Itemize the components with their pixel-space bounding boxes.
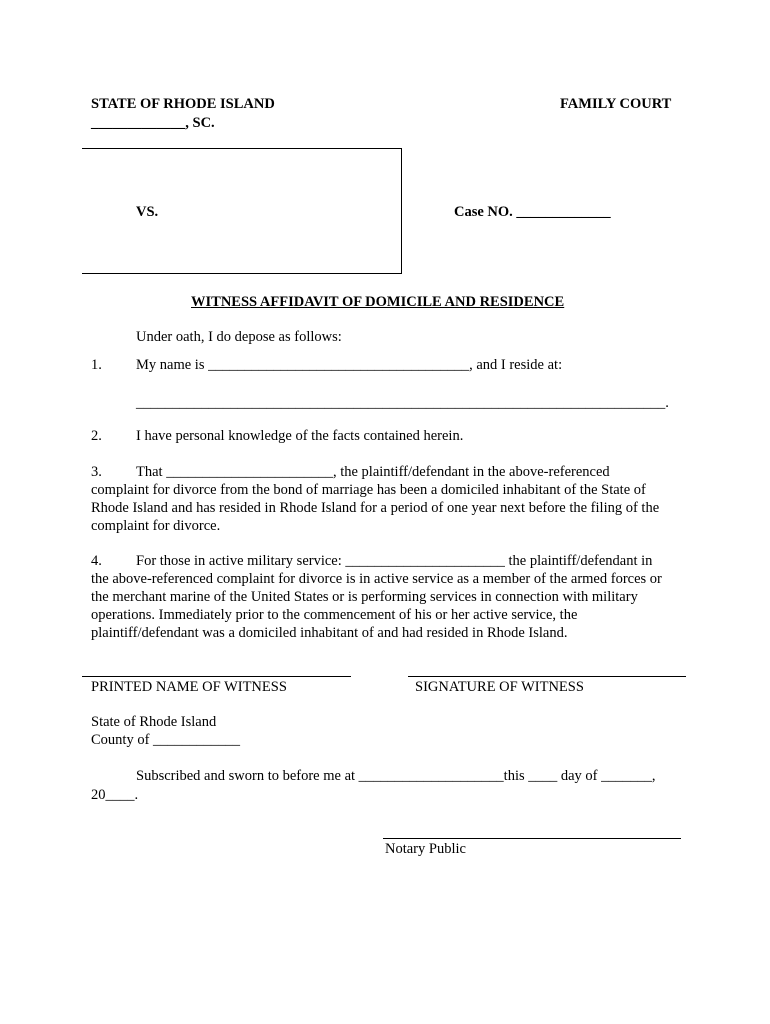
caption-box-bottom: [82, 273, 402, 274]
notary-label: Notary Public: [385, 841, 466, 857]
venue-state: State of Rhode Island: [91, 714, 217, 730]
signature-label: SIGNATURE OF WITNESS: [415, 679, 584, 695]
caption-box-right: [401, 148, 402, 274]
signature-line: [408, 676, 686, 677]
court-heading: FAMILY COURT: [560, 96, 672, 112]
document-title: WITNESS AFFIDAVIT OF DOMICILE AND RESIDENCE: [191, 294, 565, 310]
printed-name-line: [82, 676, 351, 677]
item-1-text: My name is ____________________________________, and I reside at:: [136, 357, 563, 373]
item-3-number: 3.: [91, 464, 102, 480]
item-1-number: 1.: [91, 357, 102, 373]
county-sc-line: _____________, SC.: [91, 115, 215, 131]
printed-name-label: PRINTED NAME OF WITNESS: [91, 679, 287, 695]
jurat-line-1: Subscribed and sworn to before me at ____________________this ____ day of _______,: [136, 768, 656, 784]
item-4-body: the above-referenced complaint for divorce is in active service as a member of the armed forces or the merchant marine of the United States or is performing services in connection with military operations. Immediately prior to the commencement of his or her active service, the plaintiff/defendant was a domiciled inhabitant of and had resided in Rhode Island.: [91, 571, 662, 641]
item-2-text: I have personal knowledge of the facts contained herein.: [136, 428, 464, 444]
versus-label: VS.: [136, 204, 159, 220]
notary-signature-line: [383, 838, 681, 839]
caption-box-top: [82, 148, 402, 149]
item-2-number: 2.: [91, 428, 102, 444]
venue-county: County of ____________: [91, 732, 241, 748]
state-heading: STATE OF RHODE ISLAND: [91, 96, 275, 112]
case-number-label: Case NO. _____________: [454, 204, 611, 220]
intro-text: Under oath, I do depose as follows:: [136, 329, 342, 345]
item-4-lead: For those in active military service: ______________________ the plaintiff/defendant in: [136, 553, 653, 569]
item-3-body: complaint for divorce from the bond of marriage has been a domiciled inhabitant of the State of Rhode Island and has resided in Rhode Island for a period of one year next before the filing of the complaint for divorce.: [91, 482, 660, 534]
item-4-number: 4.: [91, 553, 102, 569]
jurat-line-2: 20____.: [91, 787, 139, 803]
item-3-lead: That _______________________, the plaintiff/defendant in the above-referenced: [136, 464, 610, 480]
address-line: _________________________________________________________________________.: [136, 395, 669, 411]
